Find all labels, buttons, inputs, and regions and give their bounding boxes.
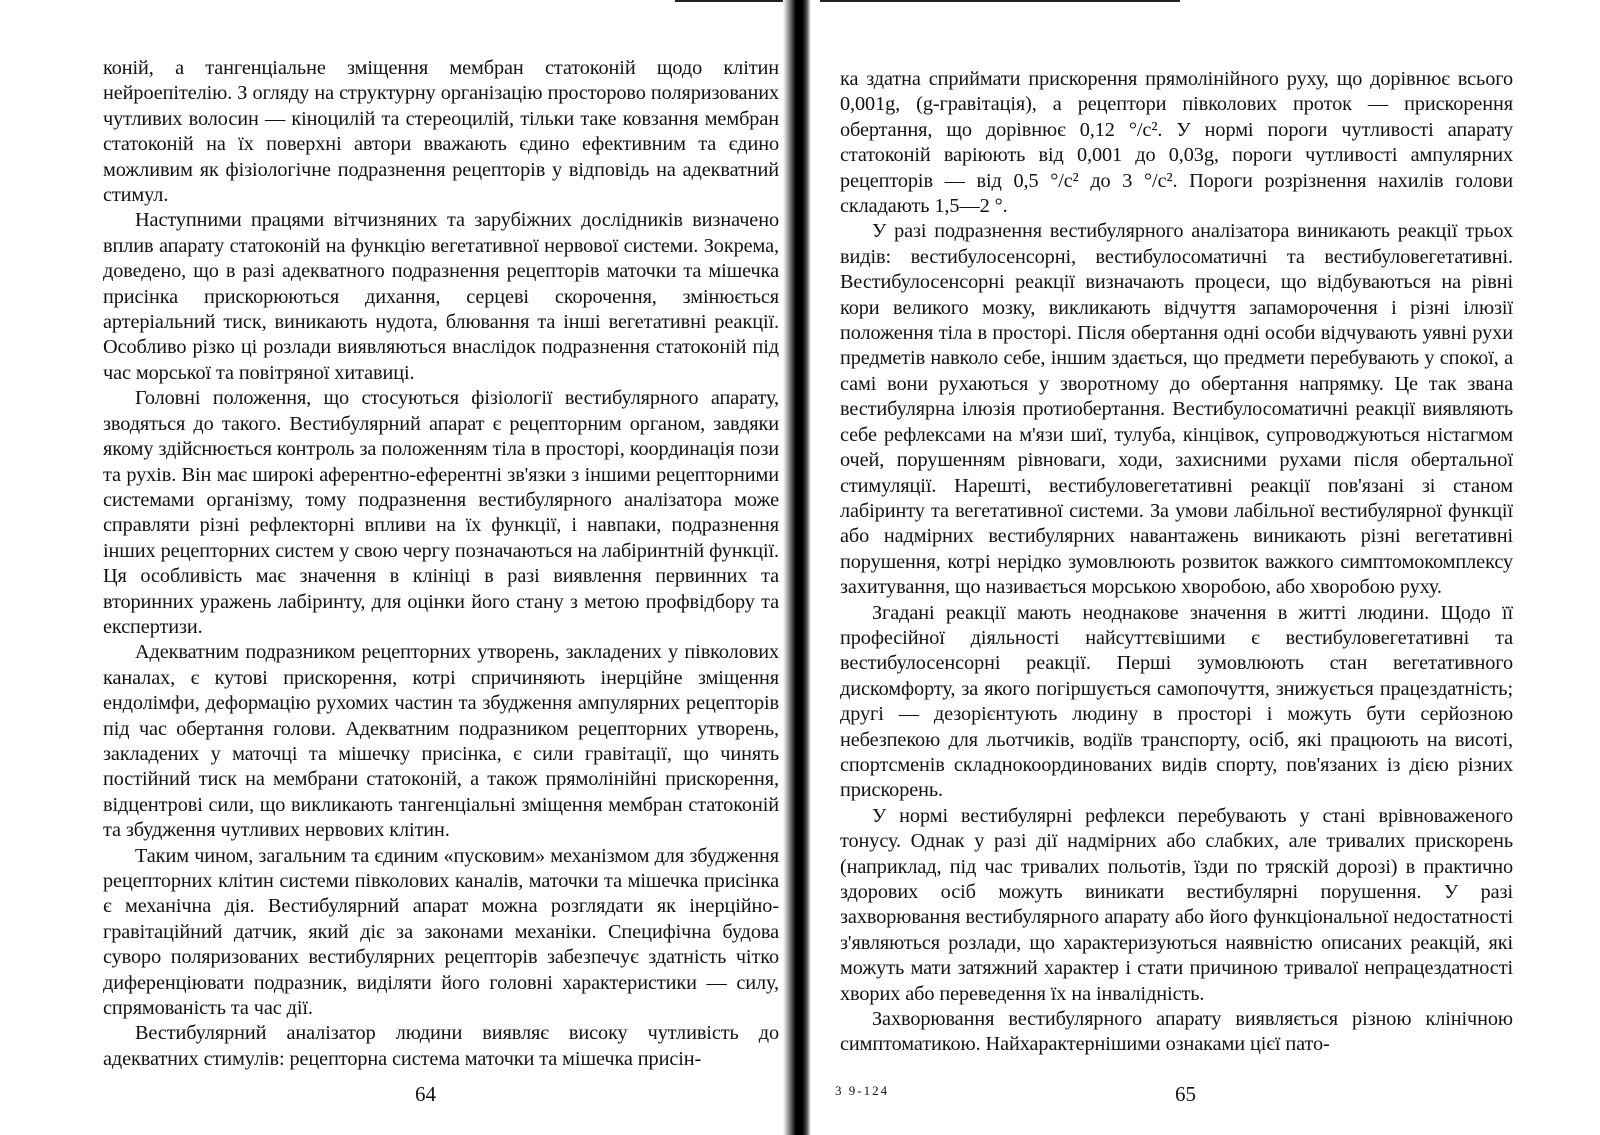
top-rule (675, 0, 785, 2)
paragraph: У нормі вестибулярні рефлекси перебувають у стані врівноваженого тонусу. Однак у разі дії надмірних або слабких, але тривалих прискорень (наприклад, під час тривалих польотів, їзди по тряскій дорозі) в практично здорових осіб можуть виникати вестибулярні порушення. У разі захворювання вестибулярного апарату або його функціональної недостатності з'являються розлади, що характеризуються наявністю описаних реакцій, які можуть мати затяжний характер і стати причиною тривалої непрацездатності хворих або переведення їх на інвалідність. (840, 804, 1513, 1005)
paragraph: Захворювання вестибулярного апарату виявляється різною клінічною симптоматикою. Найхарактернішими ознаками цієї пато- (840, 1008, 1513, 1056)
page-number: 64 (415, 1082, 436, 1106)
paragraph: У разі подразнення вестибулярного аналізатора виникають реакції трьох видів: вестибулосенсорні, вестибулосоматичні та вестибуловегетативні. Вестибулосенсорні реакції визначають процеси, що відбуваються на рівні кори великого мозку, викликають відчуття запаморочення і різні ілюзії положення тіла в просторі. Після обертання одні особи відчувають уявні рухи предметів навколо себе, іншим здається, що предмети перебувають у спокої, а самі вони рухаються у зворотному до обертання напрямку. Це так звана вестибулярна ілюзія протиобертання. Вестибулосоматичні реакції виявляють себе рефлексами на м'язи шиї, тулуба, кінцівок, супроводжуються ністагмом очей, порушенням рівноваги, ходи, захисними рухами після обертальної стимуляції. Нарешті, вестибуловегетативні реакції пов'язані зі станом лабіринту та вегетативної системи. За умови лабільної вестибулярної функції або надмірних вестибулярних навантажень виникають різні вегетативні порушення, котрі нерідко зумовлюють розвиток важкого симптомокомплексу захитування, що називається морською хворобою, або хворобою руху. (840, 220, 1513, 599)
paragraph: Таким чином, загальним та єдиним «пусковим» механізмом для збудження рецепторних клітин системи півколових каналів, маточки та мішечка присінка є механічна дія. Вестибулярний апарат можна розглядати як інерційно-гравітаційний датчик, який діє за законами механіки. Специфічна будова суворо поляризованих вестибулярних рецепторів забезпечує здатність чітко диференціювати подразник, виділяти його головні характеристики — силу, спрямованість та час дії. (103, 844, 779, 1020)
paragraph: ка здатна сприймати прискорення прямолінійного руху, що дорівнює всього 0,001g, (g-гравітація), а рецептори півколових проток — прискорення обертання, що дорівнює 0,12 °/с². У нормі пороги чутливості апарату статоконій варіюють від 0,001 до 0,03g, пороги чутливості ампулярних рецепторів — від 0,5 °/с² до 3 °/с². Пороги розрізнення нахилів голови складають 1,5—2 °. (840, 68, 1513, 218)
book-gutter (783, 0, 811, 1135)
left-page-text (103, 56, 779, 1072)
paragraph: Наступними працями вітчизняних та зарубіжних дослідників визначено вплив апарату статоконій на функцію вегетативної нервової системи. Зокрема, доведено, що в разі адекватного подразнення рецепторів маточки та мішечка присінка прискорюються дихання, серцеві скорочення, змінюється артеріальний тиск, виникають нудота, блювання та інші вегетативні реакції. Особливо різко ці розлади виявляються внаслідок подразнення статоконій під час морської та повітряної хитавиці. (103, 209, 779, 384)
right-page (800, 0, 1600, 1135)
signature-mark: 3 9-124 (835, 1083, 890, 1098)
page-number: 65 (1175, 1082, 1196, 1106)
paragraph: Адекватним подразником рецепторних утворень, закладених у півколових каналах, є кутові прискорення, котрі спричиняють інерційне зміщення ендолімфи, деформацію рухомих частин та збудження ампулярних рецепторів під час обертання голови. Адекватним подразником рецепторних утворень, закладених у маточці та мішечку присінка, є сили гравітації, що чинять постійний тиск на мембрани статоконій, а також прямолінійні прискорення, відцентрові сили, що викликають тангенціальні зміщення мембран статоконій та збудження чутливих нервових клітин. (103, 641, 779, 842)
paragraph: коній, а тангенціальне зміщення мембран статоконій щодо клітин нейроепітелію. З огляду на структурну організацію просторово поляризованих чутливих волосин — кіноцилій та стереоцилій, тільки таке ковзання мембран статоконій на їх поверхні автори вважають єдино ефективним та єдино можливим як фізіологічне подразнення рецепторів у відповідь на адекватний стимул. (103, 57, 779, 207)
paragraph: Згадані реакції мають неоднакове значення в житті людини. Щодо її професійної діяльності найсуттєвішими є вестибуловегетативні та вестибулосенсорні реакції. Перші зумовлюють стан вегетативного дискомфорту, за якого погіршується самопочуття, знижується працездатність; другі — дезорієнтують людину в просторі і можуть бути серйозною небезпекою для льотчиків, водіїв транспорту, осіб, які працюють на висоті, спортсменів складнокоординованих видів спорту, пов'язаних із дією різних прискорень. (840, 601, 1513, 802)
right-page-text (840, 67, 1513, 1058)
paragraph: Головні положення, що стосуються фізіології вестибулярного апарату, зводяться до такого. Вестибулярний апарат є рецепторним органом, завдяки якому здійснюється контроль за положенням тіла в просторі, координація пози та рухів. Він має широкі аферентно-еферентні зв'язки з іншими рецепторними системами організму, тому подразнення вестибулярного аналізатора може справляти різні рефлекторні впливи на їх функції, і навпаки, подразнення інших рецепторних систем у свою чергу позначаються на лабіринтній функції. Ця особливість має значення в клініці в разі виявлення первинних та вторинних уражень лабіринту, для оцінки його стану з метою профвідбору та експертизи. (103, 387, 779, 638)
top-rule (820, 0, 1180, 2)
paragraph: Вестибулярний аналізатор людини виявляє високу чутливість до адекватних стимулів: рецепторна система маточки та мішечка присін- (103, 1022, 779, 1070)
